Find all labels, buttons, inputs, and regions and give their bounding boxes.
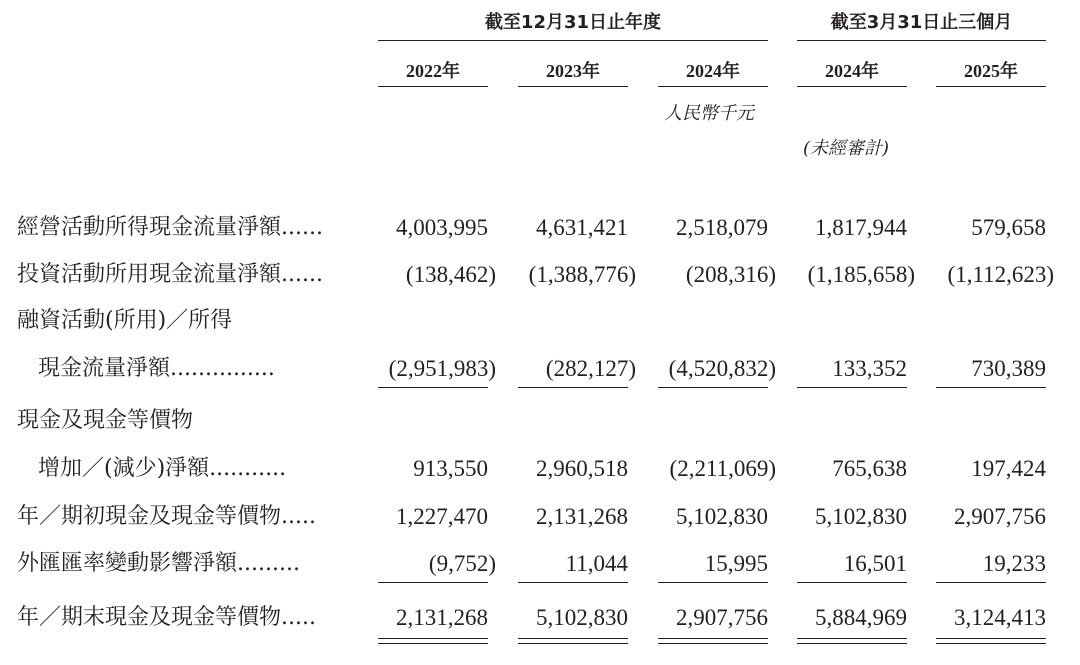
- header-group-year: 截至12月31日止年度: [484, 12, 662, 33]
- row-label-fx-effect: 外匯匯率變動影響淨額.........: [17, 551, 300, 576]
- row-label-net-change-line1: 現金及現金等價物: [17, 408, 194, 433]
- cell-investing-2024: (208,316): [685, 262, 776, 287]
- row-label-financing-line1: 融資活動(所用)／所得: [17, 308, 233, 333]
- cell-opening-2025-q1: 2,907,756: [954, 504, 1046, 529]
- cell-financing-2023: (282,127): [545, 356, 636, 381]
- total-double-rule-2023: [518, 638, 628, 644]
- cell-investing-2022: (138,462): [405, 262, 496, 287]
- cell-opening-2023: 2,131,268: [536, 504, 628, 529]
- header-group-quarter: 截至3月31日止三個月: [830, 12, 1013, 33]
- subtotal-rule-2025-q1: [936, 387, 1046, 388]
- cell-operating-2023: 4,631,421: [536, 215, 628, 240]
- cell-operating-2025-q1: 579,658: [971, 215, 1046, 240]
- row-label-net-change-line2: 增加／(減少)淨額...........: [38, 456, 287, 481]
- cell-net-change-2023: 2,960,518: [536, 456, 628, 481]
- closing-rule-2024: [658, 582, 768, 583]
- cell-investing-2023: (1,388,776): [528, 262, 636, 287]
- cell-operating-2022: 4,003,995: [396, 215, 488, 240]
- total-double-rule-2022: [378, 638, 488, 644]
- total-double-rule-2024: [658, 638, 768, 644]
- closing-rule-2025-q1: [936, 582, 1046, 583]
- cell-closing-2024: 2,907,756: [676, 605, 768, 630]
- cell-net-change-2022: 913,550: [413, 456, 488, 481]
- year-rule-2023: [518, 86, 628, 87]
- cell-opening-2024-q1: 5,102,830: [815, 504, 907, 529]
- cell-operating-2024: 2,518,079: [676, 215, 768, 240]
- cell-operating-2024-q1: 1,817,944: [815, 215, 907, 240]
- currency-note: 人民幣千元: [664, 103, 754, 124]
- cell-investing-2024-q1: (1,185,658): [807, 262, 915, 287]
- total-double-rule-2024-q1: [797, 638, 907, 644]
- cell-fx-2023: 11,044: [565, 551, 628, 576]
- row-label-financing-line2: 現金流量淨額...............: [38, 356, 275, 381]
- closing-rule-2022: [378, 582, 488, 583]
- cell-net-change-2025-q1: 197,424: [971, 456, 1046, 481]
- header-group-year-rule: [378, 40, 768, 41]
- cell-opening-2022: 1,227,470: [396, 504, 488, 529]
- closing-rule-2024-q1: [797, 582, 907, 583]
- subtotal-rule-2024-q1: [797, 387, 907, 388]
- cell-net-change-2024-q1: 765,638: [832, 456, 907, 481]
- year-rule-2024: [658, 86, 768, 87]
- cell-closing-2024-q1: 5,884,969: [815, 605, 907, 630]
- cell-investing-2025-q1: (1,112,623): [947, 262, 1054, 287]
- subtotal-rule-2024: [658, 387, 768, 388]
- year-rule-2025-q1: [936, 86, 1046, 87]
- year-header-2025-q1: 2025年: [964, 61, 1018, 81]
- year-header-2024-q1: 2024年: [825, 61, 879, 81]
- cell-financing-2025-q1: 730,389: [971, 356, 1046, 381]
- year-header-2022: 2022年: [406, 61, 460, 81]
- unaudited-note: (未經審計): [803, 138, 890, 159]
- cell-opening-2024: 5,102,830: [676, 504, 768, 529]
- cell-closing-2023: 5,102,830: [536, 605, 628, 630]
- cell-closing-2022: 2,131,268: [396, 605, 488, 630]
- subtotal-rule-2023: [518, 387, 628, 388]
- total-double-rule-2025-q1: [936, 638, 1046, 644]
- header-group-quarter-rule: [797, 40, 1046, 41]
- row-label-closing-cash: 年／期末現金及現金等價物.....: [17, 605, 316, 630]
- cell-financing-2024-q1: 133,352: [832, 356, 907, 381]
- year-header-2023: 2023年: [546, 61, 600, 81]
- row-label-investing: 投資活動所用現金流量淨額......: [17, 262, 323, 287]
- cell-closing-2025-q1: 3,124,413: [954, 605, 1046, 630]
- subtotal-rule-2022: [378, 387, 488, 388]
- cell-fx-2024: 15,995: [704, 551, 768, 576]
- cell-fx-2024-q1: 16,501: [843, 551, 907, 576]
- year-rule-2024-q1: [797, 86, 907, 87]
- year-rule-2022: [378, 86, 488, 87]
- cell-net-change-2024: (2,211,069): [669, 456, 776, 481]
- year-header-2024: 2024年: [686, 61, 740, 81]
- cell-financing-2024: (4,520,832): [668, 356, 776, 381]
- cell-fx-2022: (9,752): [428, 551, 496, 576]
- cell-fx-2025-q1: 19,233: [982, 551, 1046, 576]
- closing-rule-2023: [518, 582, 628, 583]
- row-label-operating: 經營活動所得現金流量淨額......: [17, 215, 323, 240]
- row-label-opening-cash: 年／期初現金及現金等價物.....: [17, 504, 316, 529]
- cell-financing-2022: (2,951,983): [388, 356, 496, 381]
